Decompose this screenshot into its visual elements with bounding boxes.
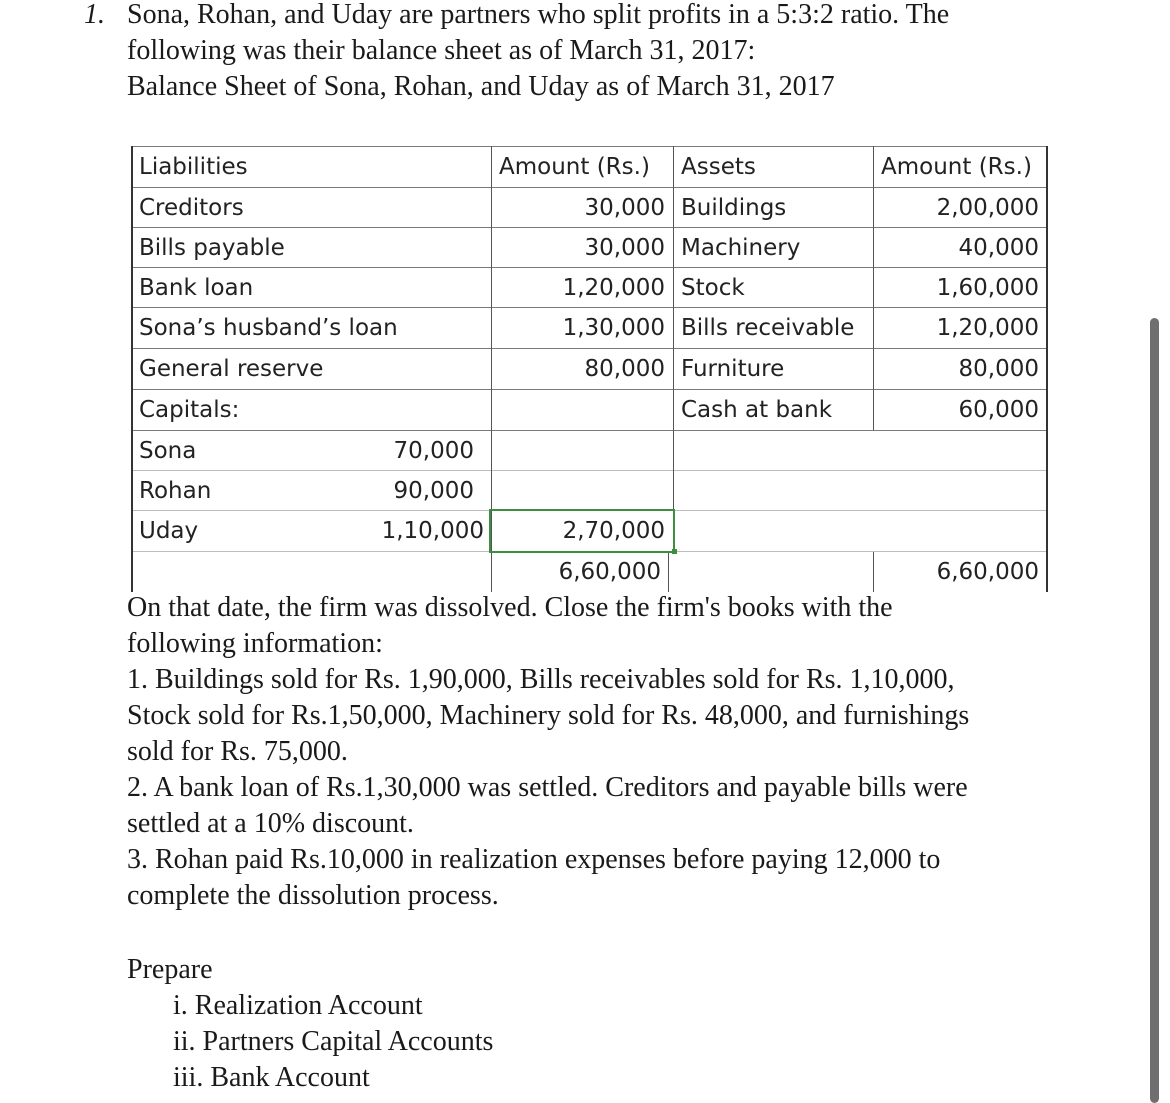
instruction-line: 2. A bank loan of Rs.1,30,000 was settled. Creditors and payable bills were [127, 772, 968, 803]
capital-total: 2,70,000 [562, 518, 665, 544]
header-amount-left: Amount (Rs.) [499, 154, 650, 180]
capital-partner-name: Sona [139, 438, 197, 464]
intro-line: Balance Sheet of Sona, Rohan, and Uday as of March 31, 2017 [127, 71, 835, 102]
capital-partner-name: Rohan [139, 478, 212, 504]
asset-label: Bills receivable [681, 315, 855, 341]
prepare-item: ii. Partners Capital Accounts [173, 1026, 494, 1057]
vertical-scrollbar[interactable] [1150, 318, 1159, 1103]
question-number: 1. [84, 0, 105, 30]
instruction-line: 1. Buildings sold for Rs. 1,90,000, Bills receivables sold for Rs. 1,10,000, [127, 664, 955, 695]
asset-label: Machinery [681, 235, 801, 261]
liability-label: Sona’s husband’s loan [139, 315, 398, 341]
asset-amount: 1,60,000 [936, 275, 1039, 301]
capital-partner-amount: 90,000 [393, 478, 474, 504]
liability-amount: 30,000 [584, 235, 665, 261]
prepare-title: Prepare [127, 954, 213, 985]
total-assets: 6,60,000 [936, 559, 1039, 585]
asset-label: Cash at bank [681, 397, 833, 423]
asset-amount: 1,20,000 [936, 315, 1039, 341]
asset-label: Furniture [681, 356, 785, 382]
instruction-line: On that date, the firm was dissolved. Close the firm's books with the [127, 592, 893, 623]
header-liabilities: Liabilities [139, 154, 248, 180]
instruction-line: Stock sold for Rs.1,50,000, Machinery sold for Rs. 48,000, and furnishings [127, 700, 970, 731]
liability-amount: 30,000 [584, 195, 665, 221]
liability-label: Capitals: [139, 397, 240, 423]
liability-label: Bank loan [139, 275, 254, 301]
instruction-line: following information: [127, 628, 383, 659]
intro-line: Sona, Rohan, and Uday are partners who split profits in a 5:3:2 ratio. The [127, 0, 950, 30]
header-assets: Assets [681, 154, 756, 180]
asset-amount: 60,000 [958, 397, 1039, 423]
capital-partner-amount: 1,10,000 [381, 518, 484, 544]
asset-amount: 2,00,000 [936, 195, 1039, 221]
instruction-line: settled at a 10% discount. [127, 808, 414, 839]
liability-label: Bills payable [139, 235, 285, 261]
liability-amount: 1,20,000 [562, 275, 665, 301]
liability-amount: 1,30,000 [562, 315, 665, 341]
intro-line: following was their balance sheet as of March 31, 2017: [127, 35, 756, 66]
prepare-item: iii. Bank Account [173, 1062, 370, 1093]
asset-label: Buildings [681, 195, 787, 221]
capital-partner-amount: 70,000 [393, 438, 474, 464]
liability-amount: 80,000 [584, 356, 665, 382]
asset-amount: 40,000 [958, 235, 1039, 261]
liability-label: General reserve [139, 356, 324, 382]
instruction-line: 3. Rohan paid Rs.10,000 in realization expenses before paying 12,000 to [127, 844, 941, 875]
asset-label: Stock [681, 275, 745, 301]
instruction-line: sold for Rs. 75,000. [127, 736, 348, 767]
total-liabilities: 6,60,000 [558, 559, 661, 585]
asset-amount: 80,000 [958, 356, 1039, 382]
capital-partner-name: Uday [139, 518, 199, 544]
header-amount-right: Amount (Rs.) [881, 154, 1032, 180]
instruction-line: complete the dissolution process. [127, 880, 499, 911]
prepare-item: i. Realization Account [173, 990, 423, 1021]
dissolution-instructions [127, 590, 1137, 914]
prepare-section [127, 952, 493, 1096]
liability-label: Creditors [139, 195, 244, 221]
